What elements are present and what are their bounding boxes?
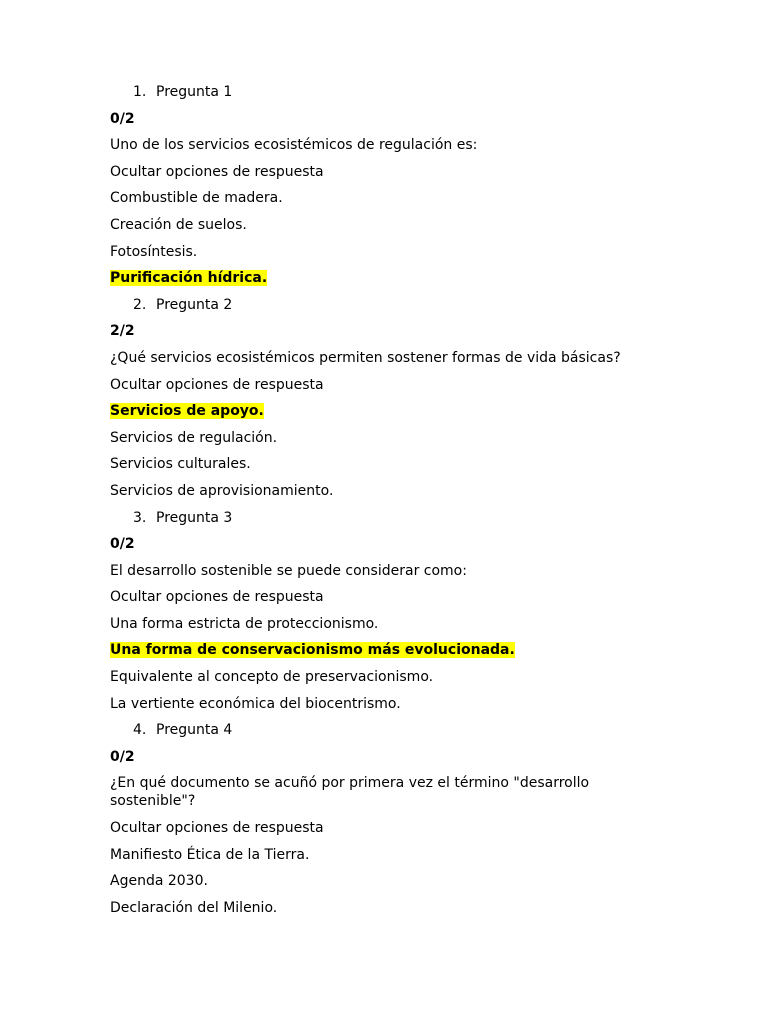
answer-option[interactable]: Creación de suelos. — [110, 216, 247, 233]
quiz-document — [110, 83, 650, 925]
question-title: Pregunta 3 — [156, 509, 233, 526]
question-title: Pregunta 2 — [156, 296, 233, 313]
hide-options-toggle[interactable]: Ocultar opciones de respuesta — [110, 820, 324, 837]
hide-options-toggle[interactable]: Ocultar opciones de respuesta — [110, 163, 324, 180]
question-score: 0/2 — [110, 748, 135, 765]
answer-option[interactable]: Servicios culturales. — [110, 456, 251, 473]
question-score: 0/2 — [110, 536, 135, 553]
answer-option[interactable]: Una forma estricta de proteccionismo. — [110, 615, 379, 632]
question-number: 1. — [133, 84, 147, 100]
question-prompt: ¿Qué servicios ecosistémicos permiten sostener formas de vida básicas? — [110, 349, 621, 366]
answer-option[interactable]: La vertiente económica del biocentrismo. — [110, 695, 401, 712]
hide-options-toggle[interactable]: Ocultar opciones de respuesta — [110, 589, 324, 606]
question-title: Pregunta 1 — [156, 84, 233, 100]
answer-option[interactable]: Manifiesto Ética de la Tierra. — [110, 846, 310, 863]
question-heading — [110, 83, 650, 101]
question-heading — [110, 721, 650, 739]
hide-options-toggle[interactable]: Ocultar opciones de respuesta — [110, 376, 324, 393]
question-number: 3. — [133, 509, 147, 526]
question-heading — [110, 509, 650, 527]
question-2 — [110, 296, 650, 500]
question-prompt: Uno de los servicios ecosistémicos de regulación es: — [110, 137, 478, 154]
question-score: 0/2 — [110, 110, 135, 127]
question-title: Pregunta 4 — [156, 722, 233, 739]
answer-option[interactable]: Equivalente al concepto de preservacionismo. — [110, 669, 434, 686]
question-number: 4. — [133, 722, 147, 739]
answer-option-correct[interactable]: Una forma de conservacionismo más evolucionada. — [110, 642, 515, 659]
answer-option[interactable]: Servicios de aprovisionamiento. — [110, 482, 334, 499]
answer-option[interactable]: Combustible de madera. — [110, 190, 283, 207]
answer-option-correct[interactable]: Purificación hídrica. — [110, 270, 268, 287]
question-score: 2/2 — [110, 323, 135, 340]
answer-option[interactable]: Fotosíntesis. — [110, 243, 198, 260]
question-prompt: ¿En qué documento se acuñó por primera vez el término "desarrollo sostenible"? — [110, 775, 590, 810]
answer-option[interactable]: Servicios de regulación. — [110, 429, 278, 446]
answer-option[interactable]: Declaración del Milenio. — [110, 899, 278, 916]
question-number: 2. — [133, 296, 147, 313]
question-3 — [110, 509, 650, 713]
answer-option[interactable]: Agenda 2030. — [110, 873, 208, 890]
question-4 — [110, 721, 650, 917]
question-heading — [110, 296, 650, 314]
question-1 — [110, 83, 650, 287]
answer-option-correct[interactable]: Servicios de apoyo. — [110, 403, 264, 420]
question-prompt: El desarrollo sostenible se puede considerar como: — [110, 562, 467, 579]
